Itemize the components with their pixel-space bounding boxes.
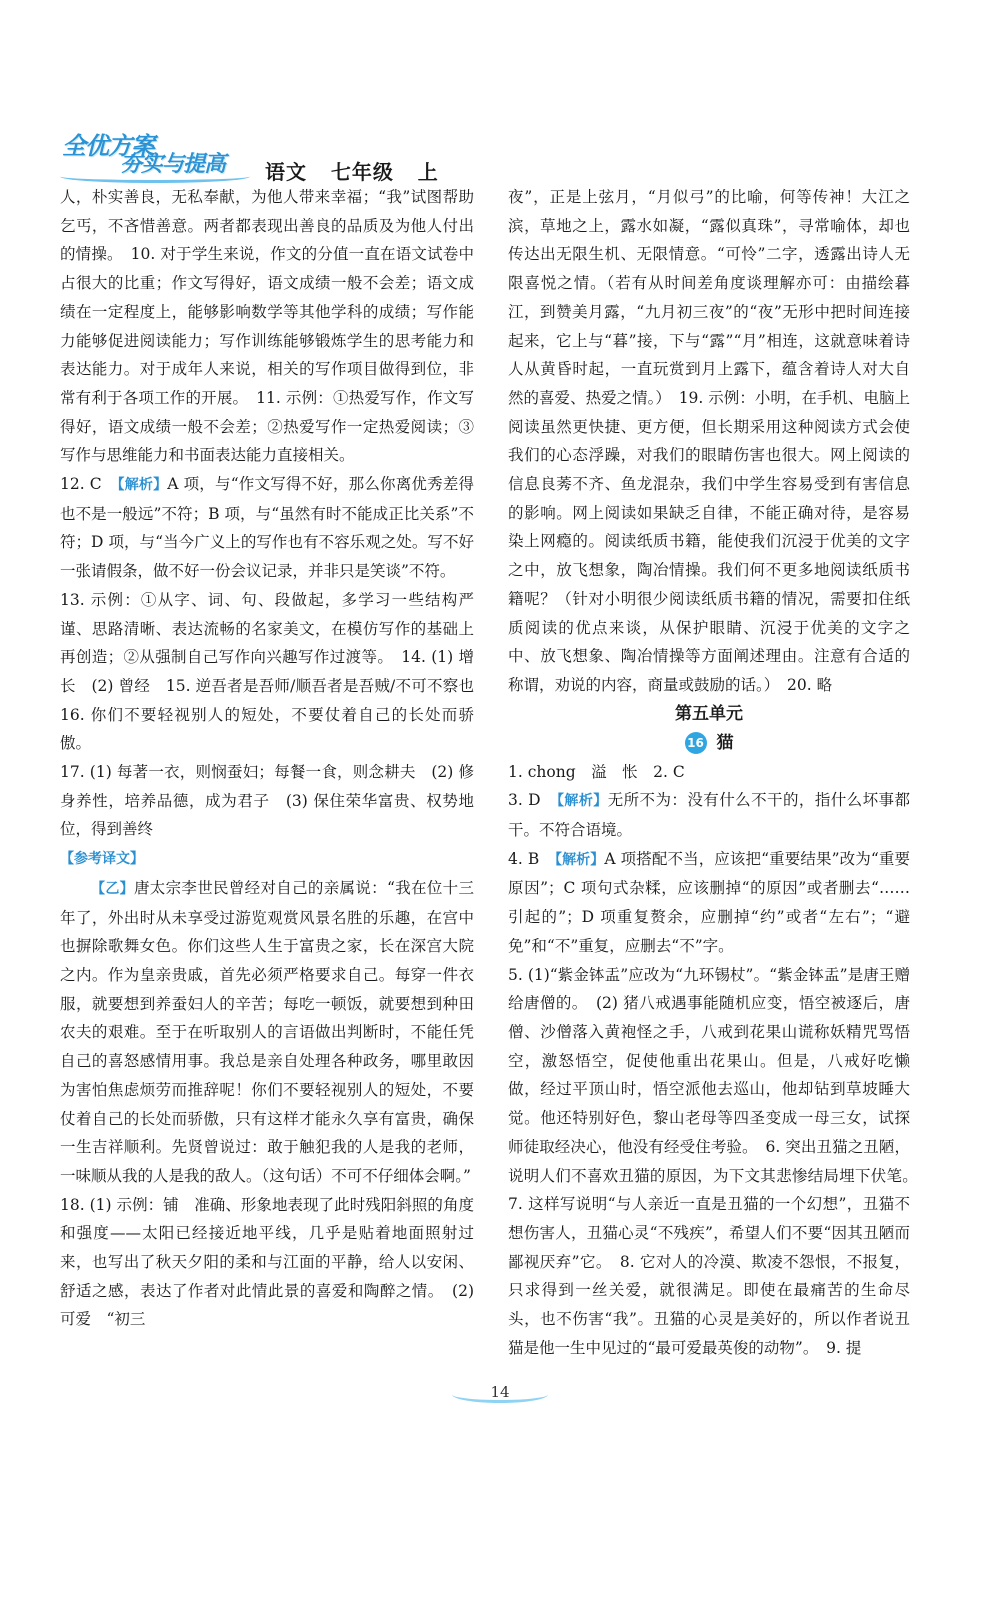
answer-paragraph [60, 183, 474, 470]
paragraph-text: 1. chong 溢 怅 2. C [508, 762, 685, 781]
answer-paragraph [60, 844, 474, 874]
right-top-answers [508, 183, 910, 700]
logo-line2: 夯实与提高 [120, 152, 226, 177]
page-header [60, 130, 520, 182]
logo-line1: 全优方案 [62, 132, 154, 160]
analysis-tag: 【乙】 [91, 880, 134, 897]
answer-paragraph [60, 758, 474, 844]
right-column [508, 183, 926, 1362]
paragraph-text: 人，朴实善良，无私奉献，为他人带来幸福；“我”试图帮助乞丐，不吝惜善意。两者都表现出善良的品质及为他人付出的情操。 10. 对于学生来说，作文的分值一直在语文试卷中占很大的比重；作文写得好，语文成绩一般不会差；语文成绩在一定程度上，能够影响数学等其他学科的成绩；写作能力能够促进阅读能力；写作训练能够锻炼学生的思考能力和表达能力。对于成年人来说，相关的写作项目做得到位，非常有利于各项工作的开展。 11. 示例：①热爱写作，作文写得好，语文成绩一般不会差；②热爱写作一定热爱阅读；③写作与思维能力和书面表达能力直接相关。 [60, 188, 474, 465]
page-number: 14 [490, 1383, 510, 1401]
answer-paragraph [508, 183, 910, 700]
answer-paragraph [60, 586, 490, 758]
answer-paragraph [508, 845, 910, 961]
unit-title: 第五单元 [675, 703, 743, 724]
book-logo [60, 130, 250, 182]
lesson-number-badge: 16 [685, 732, 707, 754]
lesson-heading [508, 729, 910, 758]
answer-paragraph [508, 786, 910, 844]
paragraph-text: A 项搭配不当，应该把“重要结果”改为“重要原因”；C 项句式杂糅，应该删掉“的原因”或者删去“……引起的”；D 项重复赘余，应删掉“约”或者“左右”；“避免”和“不”重复，应删去“不”字。 [508, 849, 911, 955]
answer-paragraph [60, 1191, 474, 1335]
answer-number: 3. D [508, 791, 557, 810]
paragraph-text: A 项，与“作文写得不好，那么你离优秀差得也不是一般远”不符；B 项，与“虽然有时不能成正比关系”不符；D 项，与“当今广义上的写作也有不容乐观之处。写不好一张请假条，做不好一份会议记录，并非只是笑谈”不符。 [60, 475, 475, 581]
answer-paragraph [508, 758, 910, 787]
paragraph-text: 18. (1) 示例：铺 准确、形象地表现了此时残阳斜照的角度和强度——太阳已经接近地平线，几乎是贴着地面照射过来，也写出了秋天夕阳的柔和与江面的平静，给人以安闲、舒适之感，表达了作者对此情此景的喜爱和陶醉之情。 (2) 可爱 “初三 [60, 1195, 474, 1329]
answer-paragraph [60, 874, 474, 1191]
answer-number: 4. B [508, 849, 555, 868]
analysis-tag: 【解析】 [117, 477, 168, 494]
analysis-tag: 【参考译文】 [60, 851, 144, 868]
logo-swoosh-icon [60, 170, 250, 183]
lesson-title: 猫 [716, 732, 734, 753]
answer-number: 12. C [60, 475, 118, 494]
paragraph-text: 无所不为：没有什么不干的，指什么坏事都干。不符合语境。 [508, 791, 910, 840]
paragraph-text: 唐太宗李世民曾经对自己的亲属说：“我在位十三年了，外出时从未享受过游览观赏风景名胜的乐趣，在宫中也摒除歌舞女色。你们这些人生于富贵之家，长在深宫大院之内。作为皇亲贵戚，首先必须严格要求自己。每穿一件衣服，就要想到养蚕妇人的辛苦；每吃一顿饭，就要想到种田农夫的艰难。至于在听取别人的言语做出判断时，不能任凭自己的喜怒感情用事。我总是亲自处理各种政务，哪里敢因为害怕焦虑烦劳而推辞呢！你们不要轻视别人的短处，不要仗着自己的长处而骄傲，只有这样才能永久享有富贵，确保一生吉祥顺利。先贤曾说过：敢于触犯我的人是我的老师，一味顺从我的人是我的敌人。（这句话）不可不仔细体会啊。” [60, 878, 474, 1185]
analysis-tag: 【解析】 [554, 851, 605, 868]
left-column [60, 183, 490, 1334]
paragraph-text: 夜”，正是上弦月，“月似弓”的比喻，何等传神！大江之滨，草地之上，露水如凝，“露似真珠”，寻常喻体，却也传达出无限生机、无限情意。“可怜”二字，透露出诗人无限喜悦之情。（若有从时间差角度谈理解亦可：由描绘暮江，到赞美月露，“九月初三夜”的“夜”无形中把时间连接起来，它上与“暮”接，下与“露”“月”相连，这就意味着诗人从黄昏时起，一直玩赏到月上露下，蕴含着诗人对大自然的喜爱、热爱之情。） 19. 示例：小明，在手机、电脑上阅读虽然更快捷、更方便，但长期采用这种阅读方式会使我们的心态浮躁，对我们的眼睛伤害也很大。网上阅读的信息良莠不齐、鱼龙混杂，我们中学生容易受到有害信息的影响。网上阅读如果缺乏自律，不能正确对待，是容易染上网瘾的。阅读纸质书籍，能使我们沉浸于优美的文字之中，放飞想象，陶冶情操。我们何不更多地阅读纸质书籍呢？（针对小明很少阅读纸质书籍的情况，需要扣住纸质阅读的优点来谈，从保护眼睛、沉浸于优美的文字之中、放飞想象、陶冶情操等方面阐述理由。注意有合适的称谓，劝说的内容，商量或鼓励的话。） 20. 略 [508, 188, 910, 694]
paragraph-text: 5. (1)“紫金钵盂”应改为“九环锡杖”。“紫金钵盂”是唐王赠给唐僧的。 (2) 猪八戒遇事能随机应变，悟空被逐后，唐僧、沙僧落入黄袍怪之手，八戒到花果山谎称妖精咒骂悟空，激怒悟空，促使他重出花果山。但是，八戒好吃懒做，经过平顶山时，悟空派他去巡山，他却钻到草坡睡大觉。他还特别好色，黎山老母等四圣变成一母三女，试探师徒取经决心，他没有经受住考验。 6. 突出丑猫之丑陋，说明人们不喜欢丑猫的原因，为下文其悲惨结局埋下伏笔。 7. 这样写说明“与人亲近一直是丑猫的一个幻想”，丑猫不想伤害人，丑猫心灵“不残疾”，希望人们不要“因其丑陋而鄙视厌弃”它。 8. 它对人的冷漠、欺凌不怨恨，不报复，只求得到一丝关爱，就很满足。即使在最痛苦的生命尽头，也不伤害“我”。丑猫的心灵是美好的，所以作者说丑猫是他一生中见过的“最可爱最英俊的动物”。 9. 提 [508, 965, 926, 1357]
right-bottom-answers [508, 758, 926, 1363]
header-title: 语文 七年级 上 [265, 160, 439, 184]
analysis-tag: 【解析】 [556, 793, 608, 810]
answer-paragraph [508, 961, 926, 1363]
paragraph-text: 17. (1) 每著一衣，则悯蚕妇；每餐一食，则念耕夫 (2) 修身养性，培养品德，成为君子 (3) 保住荣华富贵、权势地位，得到善终 [60, 763, 474, 839]
answer-paragraph [60, 470, 474, 586]
paragraph-text: 13. 示例：①从字、词、句、段做起，多学习一些结构严谨、思路清晰、表达流畅的名家美文，在模仿写作的基础上再创造；②从强制自己写作向兴趣写作过渡等。 14. (1) 增长 (2) 曾经 15. 逆吾者是吾师/顺吾者是吾贼/不可不察也 16. 你们不要轻视别人的短处，不要仗着自己的长处而骄傲。 [60, 590, 490, 753]
